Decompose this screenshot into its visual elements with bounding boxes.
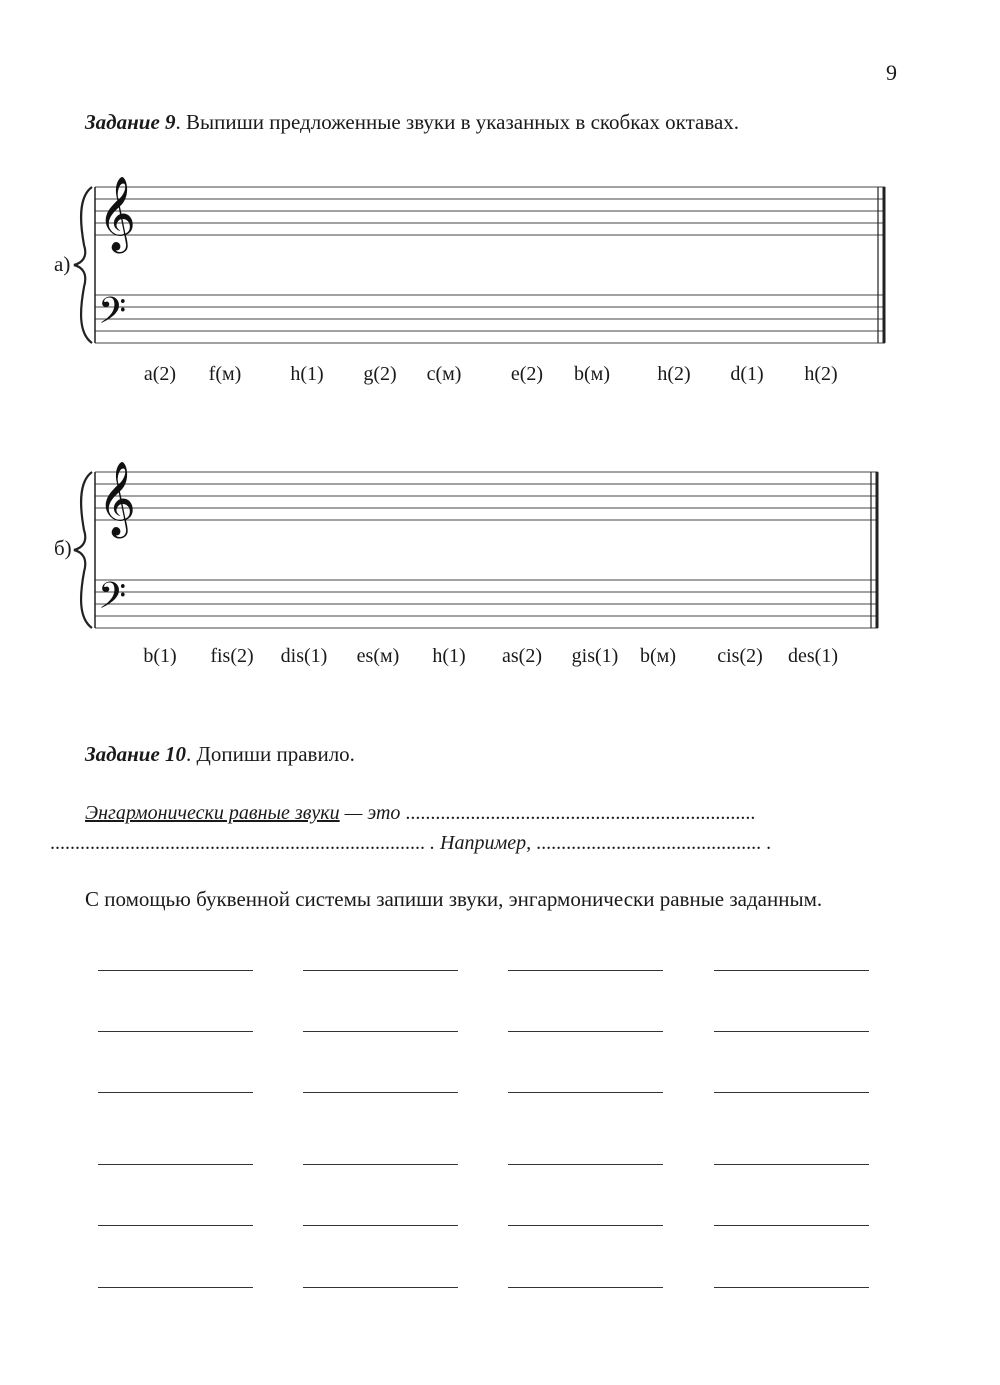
task9-heading (85, 110, 739, 135)
note-label: a(2) (143, 363, 177, 385)
answer-line[interactable] (714, 1031, 869, 1032)
note-label: b(м) (574, 363, 610, 385)
treble-staff (95, 187, 885, 235)
treble-staff (95, 472, 878, 520)
rule-dots-2: ........................................................................... (50, 832, 425, 854)
answer-line[interactable] (303, 1287, 458, 1288)
rule-dash: — это (339, 802, 406, 824)
answer-line[interactable] (714, 1225, 869, 1226)
treble-clef-icon: 𝄞 (98, 462, 136, 536)
answer-line[interactable] (508, 1092, 663, 1093)
answer-line[interactable] (714, 1092, 869, 1093)
note-label: g(2) (363, 363, 397, 385)
system-a-label: а) (54, 252, 71, 276)
note-label: b(м) (640, 645, 676, 667)
rule-dots-1: ...................................................................... (405, 802, 756, 824)
answer-line[interactable] (98, 1092, 253, 1093)
bass-clef-icon: 𝄢 (98, 575, 127, 626)
answer-line[interactable] (98, 1031, 253, 1032)
example-label: . Например, (425, 832, 537, 854)
rule-dots-3: ............................................. . (536, 832, 772, 854)
bass-staff (95, 295, 885, 343)
grand-staff-a (40, 165, 900, 345)
page-number: 9 (886, 60, 897, 85)
note-label: es(м) (356, 645, 400, 667)
task10-heading (85, 742, 355, 767)
note-label: h(1) (290, 363, 324, 385)
answer-line[interactable] (508, 1164, 663, 1165)
answer-line[interactable] (303, 1031, 458, 1032)
answer-line[interactable] (508, 970, 663, 971)
answer-line[interactable] (508, 1287, 663, 1288)
note-label: h(2) (657, 363, 691, 385)
note-label: d(1) (730, 363, 764, 385)
note-label: b(1) (143, 645, 177, 667)
bass-clef-icon: 𝄢 (98, 290, 127, 341)
answer-line[interactable] (508, 1031, 663, 1032)
bass-staff (95, 580, 878, 628)
answer-line[interactable] (303, 970, 458, 971)
brace-icon (74, 472, 92, 628)
treble-clef-icon: 𝄞 (98, 177, 136, 251)
note-label: e(2) (510, 363, 544, 385)
system-b-label: б) (54, 536, 72, 560)
answer-line[interactable] (98, 1164, 253, 1165)
note-label: fis(2) (210, 645, 254, 667)
answer-line[interactable] (508, 1225, 663, 1226)
notes-row-b (0, 645, 1000, 675)
rule-line-2 (50, 832, 771, 855)
grand-staff-b (40, 450, 900, 630)
staff-svg-a (40, 165, 900, 345)
answer-line[interactable] (98, 970, 253, 971)
answer-line[interactable] (303, 1092, 458, 1093)
note-label: des(1) (788, 645, 838, 667)
note-label: dis(1) (280, 645, 328, 667)
note-label: c(м) (426, 363, 462, 385)
note-label: h(2) (804, 363, 838, 385)
answer-line[interactable] (714, 1287, 869, 1288)
answer-line[interactable] (98, 1225, 253, 1226)
note-label: gis(1) (571, 645, 619, 667)
answer-line[interactable] (98, 1287, 253, 1288)
answer-line[interactable] (714, 1164, 869, 1165)
rule-line-1 (85, 802, 755, 825)
task9-title: Задание 9 (85, 110, 176, 134)
note-label: h(1) (432, 645, 466, 667)
brace-icon (74, 187, 92, 343)
note-label: cis(2) (717, 645, 763, 667)
rule-term: Энгармонически равные звуки (85, 802, 340, 824)
task10-instruction: С помощью буквенной системы запиши звуки, энгармонически равные заданным. (85, 887, 823, 911)
staff-svg-b (40, 450, 900, 630)
answer-line[interactable] (303, 1164, 458, 1165)
note-label: f(м) (208, 363, 242, 385)
task10-text: . Допиши правило. (186, 742, 355, 766)
note-label: as(2) (502, 645, 542, 667)
task9-text: . Выпиши предложенные звуки в указанных в скобках октавах. (175, 110, 740, 134)
answer-line[interactable] (303, 1225, 458, 1226)
notes-row-a (0, 363, 1000, 393)
task10-title: Задание 10 (85, 742, 187, 766)
answer-line[interactable] (714, 970, 869, 971)
